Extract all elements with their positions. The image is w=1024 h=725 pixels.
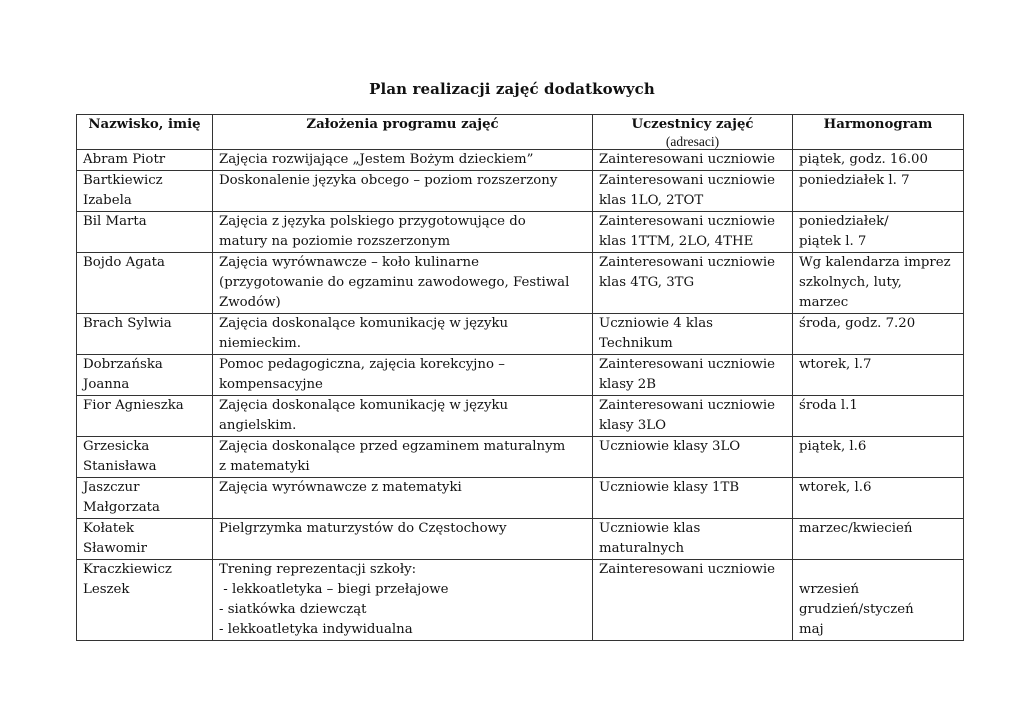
header-participants xyxy=(593,115,793,150)
cell-line: środa l.1 xyxy=(799,398,858,413)
table-row xyxy=(77,437,964,478)
cell-program xyxy=(213,560,593,641)
header-row xyxy=(77,115,964,150)
cell-line: poniedziałek l. 7 xyxy=(799,173,910,188)
cell-line: Zwodów) xyxy=(219,295,281,310)
cell-line: Bartkiewicz xyxy=(83,173,163,188)
cell-participants xyxy=(593,253,793,314)
cell-line: Jaszczur xyxy=(83,480,140,495)
table-row xyxy=(77,314,964,355)
cell-line: Zajęcia doskonalące komunikację w języku xyxy=(219,316,509,331)
cell-line: Zainteresowani uczniowie xyxy=(599,255,775,270)
header-participants-label: Uczestnicy zajęć xyxy=(631,117,754,132)
cell-line: Technikum xyxy=(599,336,673,351)
cell-program xyxy=(213,396,593,437)
cell-name xyxy=(77,150,213,171)
cell-line: angielskim. xyxy=(219,418,297,433)
cell-program xyxy=(213,171,593,212)
cell-line: Zajęcia z języka polskiego przygotowujące do xyxy=(219,214,526,229)
page-title: Plan realizacji zajęć dodatkowych xyxy=(369,80,655,98)
cell-name xyxy=(77,171,213,212)
cell-line: (przygotowanie do egzaminu zawodowego, Festiwal xyxy=(219,275,570,290)
table-row xyxy=(77,150,964,171)
cell-schedule xyxy=(793,560,964,641)
table-row xyxy=(77,396,964,437)
table-row xyxy=(77,253,964,314)
cell-schedule xyxy=(793,519,964,560)
cell-line: Zainteresowani uczniowie xyxy=(599,562,775,577)
table-row xyxy=(77,212,964,253)
cell-schedule xyxy=(793,355,964,396)
cell-name xyxy=(77,355,213,396)
table-row xyxy=(77,171,964,212)
cell-name xyxy=(77,519,213,560)
cell-line: środa, godz. 7.20 xyxy=(799,316,916,331)
cell-name xyxy=(77,560,213,641)
cell-line: Zainteresowani uczniowie xyxy=(599,214,775,229)
cell-line: Dobrzańska xyxy=(83,357,163,372)
cell-line: klasy 2B xyxy=(599,377,657,392)
cell-line: - lekkoatletyka indywidualna xyxy=(219,622,413,637)
cell-participants xyxy=(593,519,793,560)
cell-line: Trening reprezentacji szkoły: xyxy=(219,562,417,577)
cell-participants xyxy=(593,150,793,171)
cell-line: Zajęcia doskonalące komunikację w języku xyxy=(219,398,509,413)
cell-program xyxy=(213,314,593,355)
cell-participants xyxy=(593,437,793,478)
cell-schedule xyxy=(793,396,964,437)
cell-line: Fior Agnieszka xyxy=(83,398,184,413)
cell-participants xyxy=(593,478,793,519)
cell-participants xyxy=(593,314,793,355)
cell-line: Uczniowie 4 klas xyxy=(599,316,713,331)
cell-participants xyxy=(593,355,793,396)
cell-program xyxy=(213,478,593,519)
cell-schedule xyxy=(793,478,964,519)
cell-line: poniedziałek/ xyxy=(799,214,889,229)
cell-line: Uczniowie klasy 1TB xyxy=(599,480,740,495)
cell-line: grudzień/styczeń xyxy=(799,602,914,617)
cell-participants xyxy=(593,560,793,641)
cell-program xyxy=(213,253,593,314)
cell-line: Uczniowie klas xyxy=(599,521,701,536)
cell-schedule xyxy=(793,150,964,171)
cell-line: Zajęcia wyrównawcze z matematyki xyxy=(219,480,462,495)
cell-line: Wg kalendarza imprez xyxy=(799,255,951,270)
cell-line: klasy 3LO xyxy=(599,418,666,433)
cell-line: klas 1TTM, 2LO, 4THE xyxy=(599,234,754,249)
cell-schedule xyxy=(793,171,964,212)
table-row xyxy=(77,560,964,641)
plan-table xyxy=(76,114,964,641)
cell-line: kompensacyjne xyxy=(219,377,323,392)
cell-line: Uczniowie klasy 3LO xyxy=(599,439,741,454)
cell-line: Kołatek xyxy=(83,521,135,536)
cell-line: piątek, l.6 xyxy=(799,439,867,454)
cell-name xyxy=(77,437,213,478)
cell-line: Joanna xyxy=(83,377,130,392)
cell-program xyxy=(213,212,593,253)
cell-name xyxy=(77,314,213,355)
cell-line: Zajęcia rozwijające „Jestem Bożym dzieckiem” xyxy=(219,152,534,167)
cell-line: Abram Piotr xyxy=(83,152,166,167)
cell-line: maturalnych xyxy=(599,541,685,556)
cell-schedule xyxy=(793,253,964,314)
cell-line: wrzesień xyxy=(799,582,860,597)
cell-line-empty xyxy=(799,560,957,580)
cell-line: Brach Sylwia xyxy=(83,316,172,331)
cell-line: Zainteresowani uczniowie xyxy=(599,398,775,413)
cell-line: piątek l. 7 xyxy=(799,234,867,249)
table-row xyxy=(77,478,964,519)
cell-line: marzec/kwiecień xyxy=(799,521,913,536)
cell-line: z matematyki xyxy=(219,459,310,474)
header-program: Założenia programu zajęć xyxy=(213,115,593,150)
cell-schedule xyxy=(793,314,964,355)
cell-line: Zajęcia wyrównawcze – koło kulinarne xyxy=(219,255,479,270)
table-row xyxy=(77,519,964,560)
cell-participants xyxy=(593,212,793,253)
cell-line: klas 4TG, 3TG xyxy=(599,275,695,290)
cell-line: Doskonalenie języka obcego – poziom rozszerzony xyxy=(219,173,558,188)
cell-line: niemieckim. xyxy=(219,336,302,351)
cell-line: Pielgrzymka maturzystów do Częstochowy xyxy=(219,521,507,536)
cell-line: - lekkoatletyka – biegi przełajowe xyxy=(219,582,449,597)
cell-name xyxy=(77,212,213,253)
cell-program xyxy=(213,437,593,478)
cell-line: Zainteresowani uczniowie xyxy=(599,357,775,372)
cell-line: Małgorzata xyxy=(83,500,160,515)
cell-schedule xyxy=(793,212,964,253)
cell-line: maj xyxy=(799,622,824,637)
cell-line: Bil Marta xyxy=(83,214,147,229)
cell-line: Sławomir xyxy=(83,541,147,556)
cell-participants xyxy=(593,171,793,212)
cell-line: szkolnych, luty, xyxy=(799,275,902,290)
cell-line: Bojdo Agata xyxy=(83,255,165,270)
header-schedule: Harmonogram xyxy=(793,115,964,150)
cell-schedule xyxy=(793,437,964,478)
cell-line: wtorek, l.6 xyxy=(799,480,872,495)
cell-line: piątek, godz. 16.00 xyxy=(799,152,928,167)
cell-line: Izabela xyxy=(83,193,132,208)
cell-line: Zainteresowani uczniowie xyxy=(599,173,775,188)
cell-program xyxy=(213,355,593,396)
cell-line: Zainteresowani uczniowie xyxy=(599,152,775,167)
header-participants-sub: (adresaci) xyxy=(665,134,720,149)
cell-line: marzec xyxy=(799,295,849,310)
cell-line: Zajęcia doskonalące przed egzaminem maturalnym xyxy=(219,439,566,454)
cell-line: Kraczkiewicz xyxy=(83,562,172,577)
cell-name xyxy=(77,478,213,519)
cell-line: Pomoc pedagogiczna, zajęcia korekcyjno – xyxy=(219,357,505,372)
cell-line: Grzesicka xyxy=(83,439,150,454)
header-name: Nazwisko, imię xyxy=(77,115,213,150)
cell-program xyxy=(213,519,593,560)
cell-line: Stanisława xyxy=(83,459,157,474)
cell-line: matury na poziomie rozszerzonym xyxy=(219,234,451,249)
cell-name xyxy=(77,396,213,437)
table-row xyxy=(77,355,964,396)
cell-name xyxy=(77,253,213,314)
cell-line: wtorek, l.7 xyxy=(799,357,872,372)
cell-line: klas 1LO, 2TOT xyxy=(599,193,704,208)
cell-line: Leszek xyxy=(83,582,130,597)
cell-line: - siatkówka dziewcząt xyxy=(219,602,367,617)
cell-participants xyxy=(593,396,793,437)
cell-program xyxy=(213,150,593,171)
